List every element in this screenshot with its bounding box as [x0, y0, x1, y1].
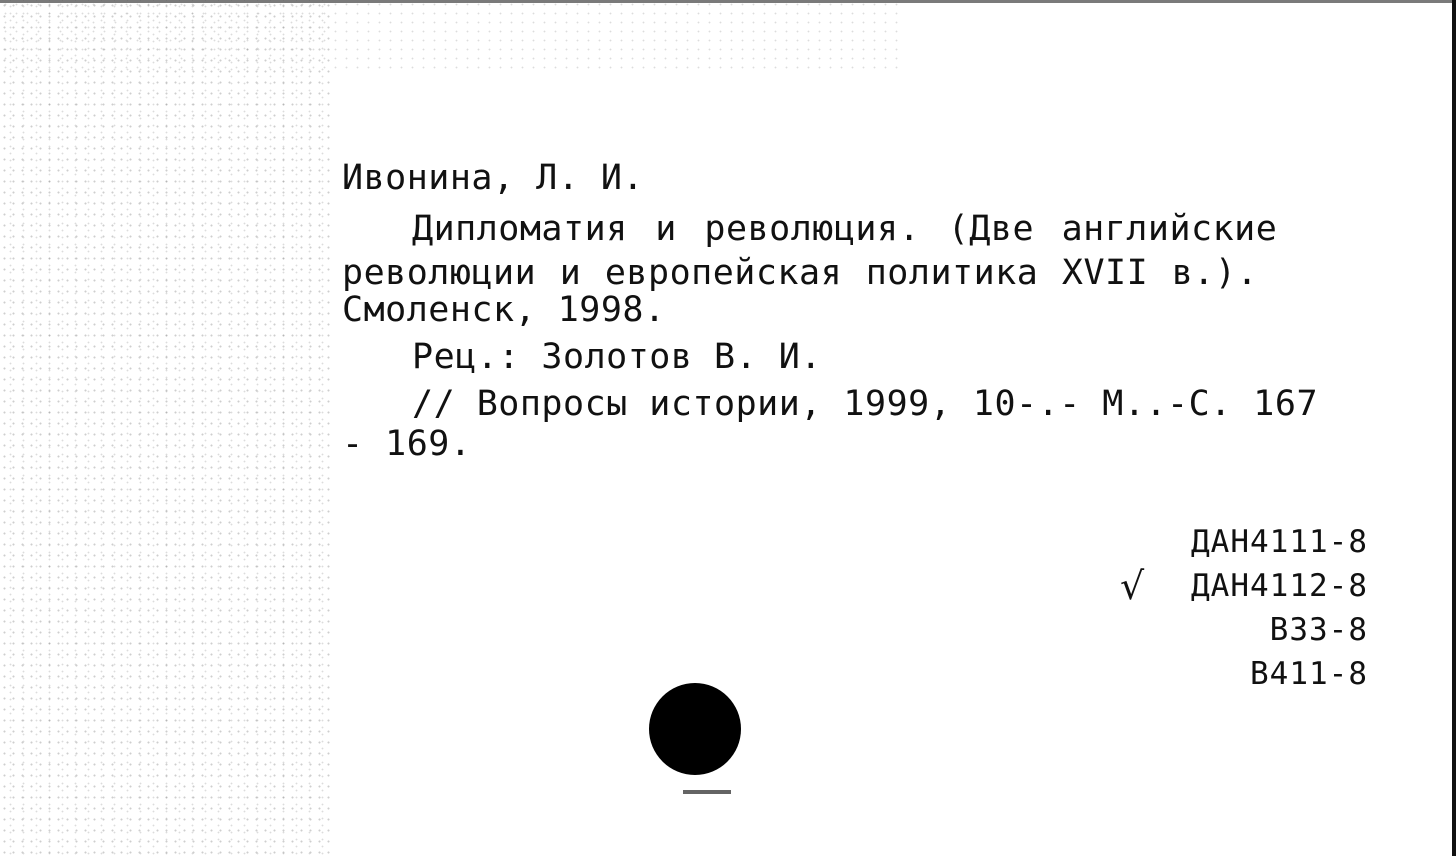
card-right-edge — [1452, 0, 1456, 856]
check-mark-icon: √ — [1120, 564, 1145, 608]
shelf-code-1: ДАН4111-8 — [1191, 524, 1368, 560]
shelf-code-4: В411-8 — [1250, 656, 1368, 692]
scan-noise-top — [0, 0, 900, 70]
card-source-line-1: // Вопросы истории, 1999, 10-.- М..-С. 167 — [412, 384, 1319, 424]
scan-noise-left — [0, 0, 330, 856]
shelf-code-3: В33-8 — [1269, 612, 1368, 648]
card-author: Ивонина, Л. И. — [342, 158, 645, 198]
shelf-code-2: ДАН4112-8 — [1191, 568, 1368, 604]
card-review: Рец.: Золотов В. И. — [412, 337, 822, 377]
punch-hole — [649, 683, 741, 775]
card-title-line-1: Дипломатия и революция. (Две английские — [412, 209, 1278, 249]
card-source-line-2: - 169. — [342, 424, 472, 464]
card-top-edge — [0, 0, 1456, 3]
card-imprint: Смоленск, 1998. — [342, 290, 666, 330]
card-title-line-2: революции и европейская политика XVII в.). — [342, 253, 1259, 293]
punch-hole-shadow — [683, 790, 731, 794]
